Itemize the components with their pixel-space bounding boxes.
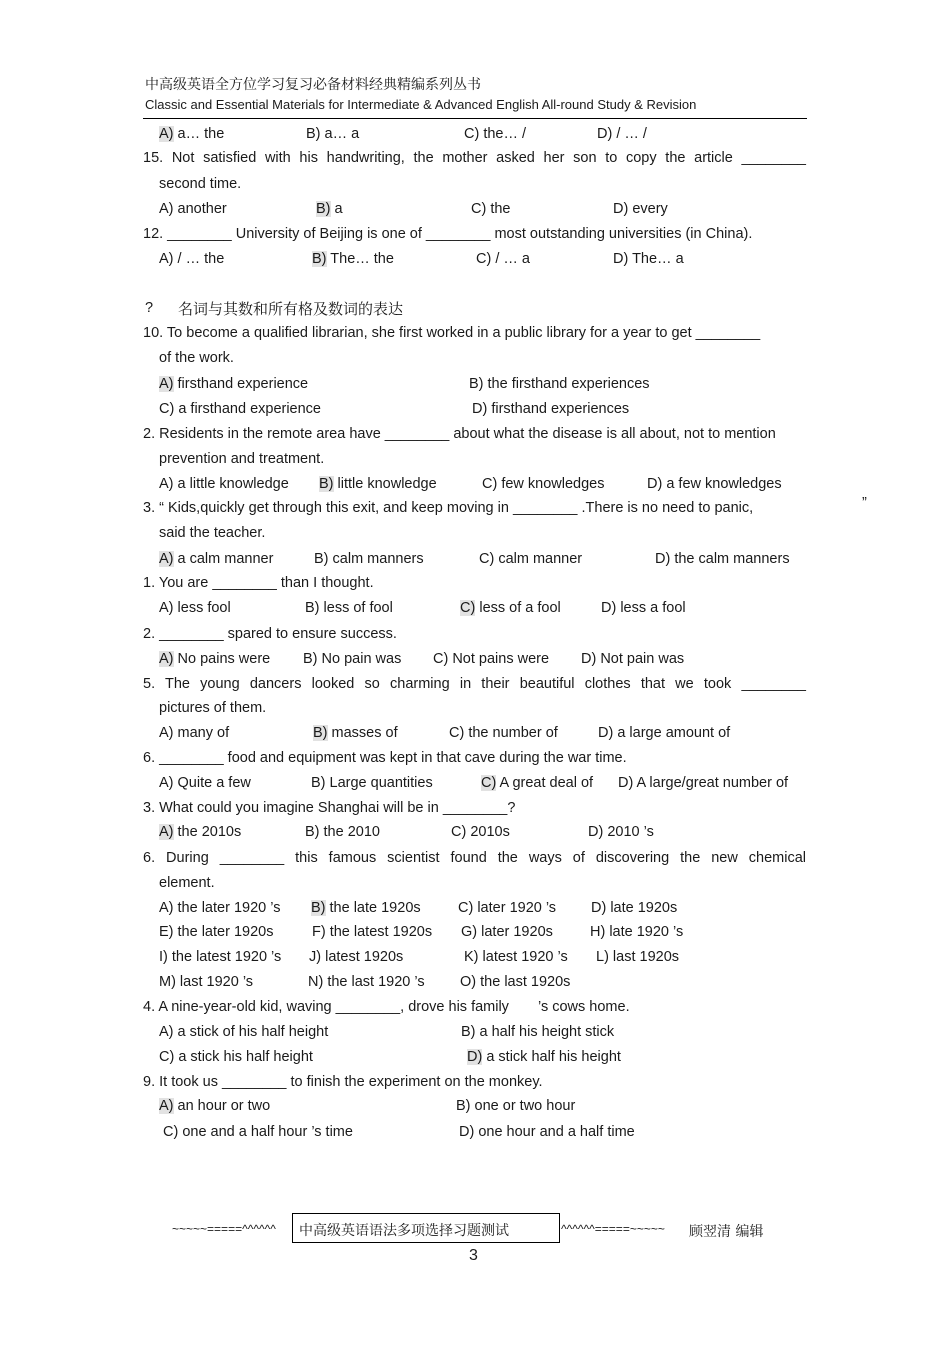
answer-highlight: B) <box>312 251 327 267</box>
question-5-stem-cont: pictures of them. <box>159 700 267 716</box>
question-6b-stem-cont: element. <box>159 875 215 891</box>
q2b-option-d: D) Not pain was <box>581 651 685 667</box>
q2-option-d: D) a few knowledges <box>647 476 782 492</box>
question-4-stem-tail: ’s cows home. <box>538 999 630 1015</box>
q15-option-d: D) every <box>613 201 668 217</box>
footer-title: 中高级英语语法多项选择习题测试 <box>299 1223 509 1239</box>
q1-option-b: B) less of fool <box>305 600 393 616</box>
q2-option-a: A) a little knowledge <box>159 476 289 492</box>
prev-option-d: D) / … / <box>597 126 647 142</box>
q9-option-c: C) one and a half hour ’s time <box>163 1124 353 1140</box>
q1-option-d: D) less a fool <box>601 600 686 616</box>
question-6-stem: 6. ________ food and equipment was kept in that cave during the war time. <box>143 750 627 766</box>
q6b-option-n: N) the last 1920 ’s <box>308 974 425 990</box>
q2-option-c: C) few knowledges <box>482 476 605 492</box>
q3-option-c: C) calm manner <box>479 551 583 567</box>
q6b-option-j: J) latest 1920s <box>309 949 404 965</box>
q15-option-a: A) another <box>159 201 227 217</box>
prev-option-a <box>159 126 224 142</box>
footer-right-decoration: ^^^^^^=====~~~~~ <box>561 1222 665 1236</box>
q6b-option-f: F) the latest 1920s <box>312 924 433 940</box>
q12-option-b <box>312 251 394 267</box>
q10-option-b: B) the firsthand experiences <box>469 376 650 392</box>
q3b-option-d: D) 2010 ’s <box>588 824 654 840</box>
q3b-option-b: B) the 2010 <box>305 824 380 840</box>
question-2-stem-cont: prevention and treatment. <box>159 451 325 467</box>
answer-highlight: A) <box>159 551 174 567</box>
q6b-option-d: D) late 1920s <box>591 900 678 916</box>
q1-option-c <box>460 600 561 616</box>
q9-option-d: D) one hour and a half time <box>459 1124 635 1140</box>
question-3-stem: 3. “ Kids,quickly get through this exit, and keep moving in ________ .There is no need to panic, <box>143 500 754 516</box>
option-text: masses of <box>327 725 398 741</box>
question-12-stem: 12. ________ University of Beijing is one of ________ most outstanding universities (in China). <box>143 226 753 242</box>
answer-highlight: B) <box>316 201 331 217</box>
question-4-stem: 4. A nine-year-old kid, waving ________, drove his family <box>143 999 509 1015</box>
q6-option-c <box>481 775 593 791</box>
answer-highlight: A) <box>159 126 174 142</box>
section-bullet: ? <box>145 300 154 316</box>
q3-option-d: D) the calm manners <box>655 551 790 567</box>
q4-option-d <box>467 1049 621 1065</box>
option-text: a <box>330 201 343 217</box>
answer-highlight: A) <box>159 651 174 667</box>
q10-option-c: C) a firsthand experience <box>159 401 321 417</box>
q3-option-a <box>159 551 273 567</box>
question-3-stem-cont: said the teacher. <box>159 525 266 541</box>
option-text: A great deal of <box>496 775 594 791</box>
q6b-option-o: O) the last 1920s <box>460 974 571 990</box>
answer-highlight: D) <box>467 1049 483 1065</box>
answer-highlight: C) <box>460 600 476 616</box>
q9-option-a <box>159 1098 270 1114</box>
q6b-option-i: I) the latest 1920 ’s <box>159 949 282 965</box>
q5-option-a: A) many of <box>159 725 230 741</box>
option-text: a… the <box>173 126 225 142</box>
answer-highlight: A) <box>159 1098 174 1114</box>
footer-editor: 顾翌清 编辑 <box>689 1224 764 1240</box>
q6b-option-b <box>311 900 421 916</box>
q6-option-b: B) Large quantities <box>311 775 433 791</box>
section-title: 名词与其数和所有格及数词的表达 <box>178 300 404 318</box>
prev-option-b: B) a… a <box>306 126 360 142</box>
answer-highlight: B) <box>311 900 326 916</box>
option-text: an hour or two <box>173 1098 271 1114</box>
question-9-stem: 9. It took us ________ to finish the experiment on the monkey. <box>143 1074 543 1090</box>
q6b-option-g: G) later 1920s <box>461 924 553 940</box>
q3b-option-a <box>159 824 241 840</box>
q6b-option-m: M) last 1920 ’s <box>159 974 254 990</box>
q6-option-a: A) Quite a few <box>159 775 251 791</box>
q5-option-c: C) the number of <box>449 725 558 741</box>
footer-left-decoration: ~~~~~=====^^^^^^ <box>172 1222 276 1236</box>
question-10-stem: 10. To become a qualified librarian, she first worked in a public library for a year to get ________ <box>143 325 761 341</box>
option-text: the 2010s <box>173 824 242 840</box>
answer-highlight: A) <box>159 824 174 840</box>
question-5-stem: 5. The young dancers looked so charming in their beautiful clothes that we took ________ <box>143 676 806 692</box>
q6b-option-k: K) latest 1920 ’s <box>464 949 568 965</box>
header-rule <box>143 118 807 119</box>
answer-highlight: C) <box>481 775 497 791</box>
option-text: little knowledge <box>333 476 437 492</box>
q4-option-c: C) a stick his half height <box>159 1049 313 1065</box>
q6b-option-c: C) later 1920 ’s <box>458 900 557 916</box>
q2b-option-a <box>159 651 270 667</box>
page-number: 3 <box>469 1247 478 1264</box>
prev-option-c: C) the… / <box>464 126 527 142</box>
q10-option-a <box>159 376 308 392</box>
q15-option-b <box>316 201 343 217</box>
q3b-option-c: C) 2010s <box>451 824 510 840</box>
q5-option-d: D) a large amount of <box>598 725 731 741</box>
option-text: a stick half his height <box>482 1049 621 1065</box>
q6-option-d: D) A large/great number of <box>618 775 789 791</box>
q4-option-a: A) a stick of his half height <box>159 1024 329 1040</box>
q6b-option-l: L) last 1920s <box>596 949 680 965</box>
q9-option-b: B) one or two hour <box>456 1098 576 1114</box>
footer-title-box <box>292 1213 560 1243</box>
q4-option-b: B) a half his height stick <box>461 1024 615 1040</box>
option-text: firsthand experience <box>173 376 309 392</box>
header-chinese-title: 中高级英语全方位学习复习必备材料经典精编系列丛书 <box>145 76 481 92</box>
q12-option-d: D) The… a <box>613 251 684 267</box>
header-english-title: Classic and Essential Materials for Intermediate & Advanced English All-round Study & Revision <box>145 97 697 112</box>
question-2-stem: 2. Residents in the remote area have ________ about what the disease is all about, not to mention <box>143 426 776 442</box>
option-text: The… the <box>326 251 394 267</box>
option-text: the late 1920s <box>325 900 421 916</box>
question-1-stem: 1. You are ________ than I thought. <box>143 575 374 591</box>
question-2b-stem: 2. ________ spared to ensure success. <box>143 626 397 642</box>
q2b-option-c: C) Not pains were <box>433 651 550 667</box>
q3-option-b: B) calm manners <box>314 551 424 567</box>
q12-option-c: C) / … a <box>476 251 530 267</box>
q15-option-c: C) the <box>471 201 511 217</box>
question-6b-stem: 6. During ________ this famous scientist found the ways of discovering the new chemical <box>143 850 806 866</box>
answer-highlight: B) <box>313 725 328 741</box>
option-text: No pains were <box>173 651 271 667</box>
option-text: a calm manner <box>173 551 274 567</box>
q6b-option-h: H) late 1920 ’s <box>590 924 684 940</box>
q5-option-b <box>313 725 398 741</box>
option-text: less of a fool <box>475 600 561 616</box>
q12-option-a: A) / … the <box>159 251 225 267</box>
question-10-stem-cont: of the work. <box>159 350 234 366</box>
q6b-option-e: E) the later 1920s <box>159 924 274 940</box>
question-3b-stem: 3. What could you imagine Shanghai will be in ________? <box>143 800 516 816</box>
question-3-closing-quote: ” <box>862 495 867 511</box>
question-15-stem: 15. Not satisfied with his handwriting, the mother asked her son to copy the article ________ <box>143 150 806 166</box>
q10-option-d: D) firsthand experiences <box>472 401 630 417</box>
q6b-option-a: A) the later 1920 ’s <box>159 900 281 916</box>
answer-highlight: A) <box>159 376 174 392</box>
q1-option-a: A) less fool <box>159 600 231 616</box>
question-15-stem-cont: second time. <box>159 176 242 192</box>
answer-highlight: B) <box>319 476 334 492</box>
q2b-option-b: B) No pain was <box>303 651 402 667</box>
q2-option-b <box>319 476 437 492</box>
